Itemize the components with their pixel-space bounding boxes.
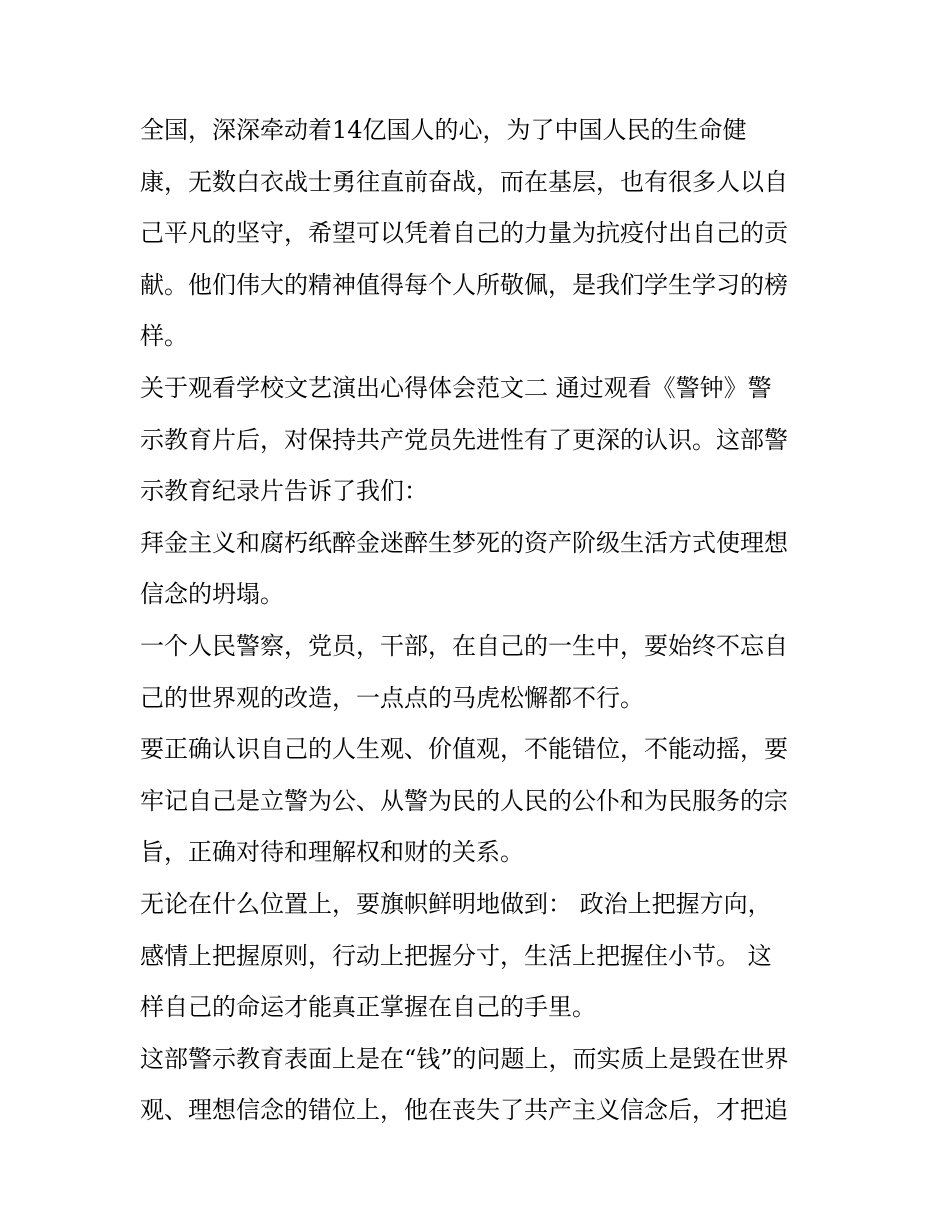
- text-line-10: 信念的坍塌。: [140, 580, 284, 609]
- text-line-13: 要正确认识自己的人生观、价值观，不能错位，不能动摇，要: [140, 735, 788, 764]
- text-line-15: 旨，正确对待和理解权和财的关系。: [140, 838, 524, 867]
- text-line-1: 全国，深深牵动着14亿国人的心，为了中国人民的生命健: [140, 116, 747, 144]
- text-line-7: 示教育片后，对保持共产党员先进性有了更深的认识。这部警: [140, 425, 788, 454]
- text-line-5: 样。: [140, 322, 188, 351]
- text-line-20: 观、理想信念的错位上，他在丧失了共产主义信念后，才把追: [140, 1096, 788, 1125]
- text-line-9: 拜金主义和腐朽纸醉金迷醉生梦死的资产阶级生活方式使理想: [140, 528, 788, 557]
- text-line-11: 一个人民警察，党员，干部，在自己的一生中，要始终不忘自: [140, 631, 788, 660]
- text-line-14: 牢记自己是立警为公、从警为民的人民的公仆和为民服务的宗: [140, 786, 788, 815]
- text-line-6: 关于观看学校文艺演出心得体会范文二 通过观看《警钟》警: [140, 373, 772, 402]
- text-line-17: 感情上把握原则，行动上把握分寸，生活上把握住小节。 这: [140, 941, 772, 970]
- text-line-18: 样自己的命运才能真正掌握在自己的手里。: [140, 993, 596, 1022]
- document-body: [140, 105, 812, 1137]
- text-line-3: 己平凡的坚守，希望可以凭着自己的力量为抗疫付出自己的贡: [140, 219, 788, 248]
- text-line-8: 示教育纪录片告诉了我们：: [140, 477, 428, 506]
- text-line-4: 献。他们伟大的精神值得每个人所敬佩，是我们学生学习的榜: [140, 270, 788, 299]
- text-line-19: 这部警示教育表面上是在“钱”的问题上，而实质上是毁在世界: [140, 1044, 789, 1073]
- text-line-2: 康，无数白衣战士勇往直前奋战，而在基层，也有很多人以自: [140, 167, 788, 196]
- text-line-16: 无论在什么位置上，要旗帜鲜明地做到： 政治上把握方向，: [140, 889, 772, 918]
- text-line-12: 己的世界观的改造，一点点的马虎松懈都不行。: [140, 683, 644, 712]
